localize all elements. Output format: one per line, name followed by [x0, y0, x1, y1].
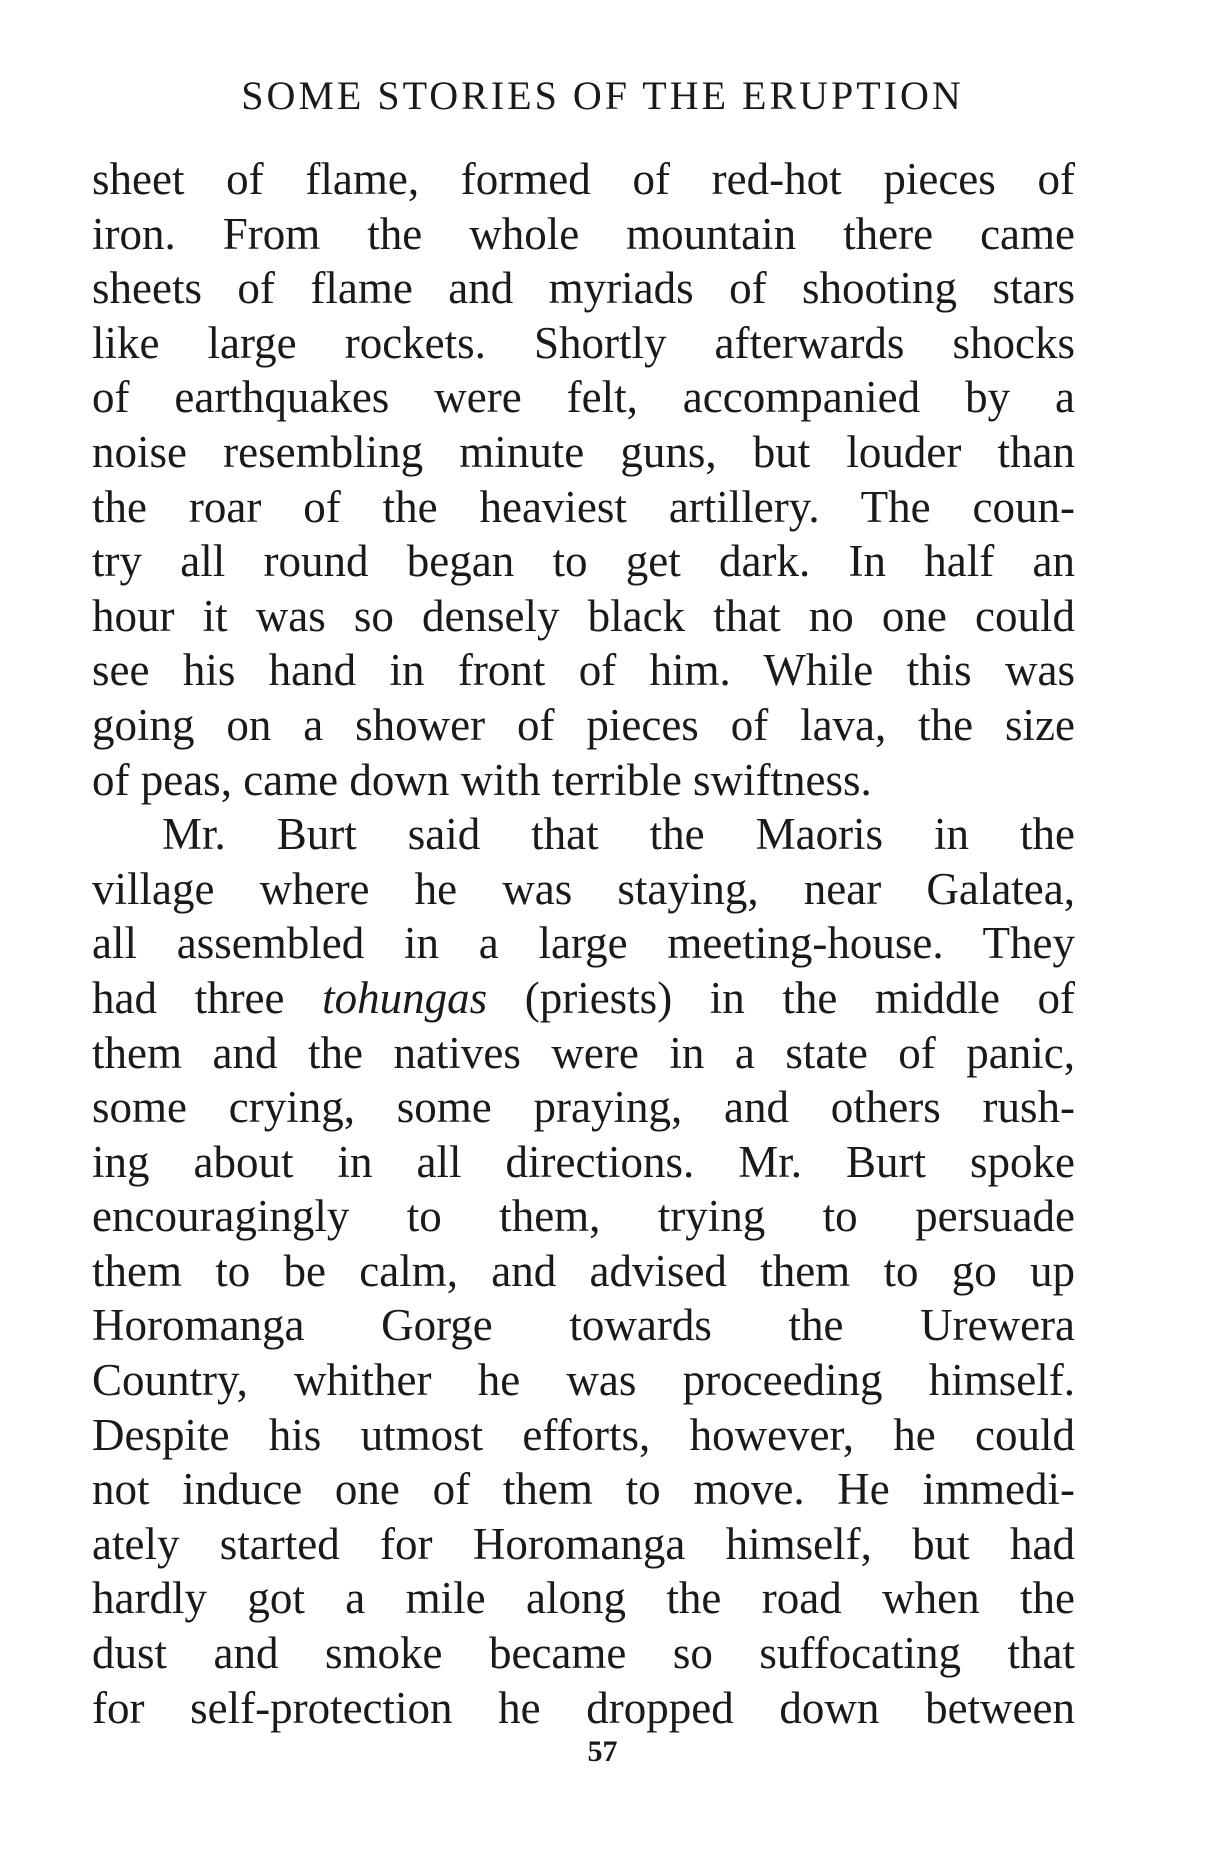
text-line: the roar of the heaviest artillery. The coun-: [92, 481, 1075, 532]
text-line: of earthquakes were felt, accompanied by a: [92, 372, 1075, 423]
text-line: Mr. Burt said that the Maoris in the: [162, 809, 1075, 860]
text-line: village where he was staying, near Galatea,: [92, 863, 1075, 914]
text-line: try all round began to get dark. In half an: [92, 536, 1075, 587]
text-line: ately started for Horomanga himself, but had: [92, 1518, 1075, 1569]
text-line: them and the natives were in a state of panic,: [92, 1027, 1075, 1078]
text-line: ing about in all directions. Mr. Burt spoke: [92, 1136, 1075, 1187]
text-line: going on a shower of pieces of lava, the size: [92, 699, 1075, 750]
text-segment: (priests) in the middle of: [487, 972, 1075, 1023]
paragraph-1: [92, 152, 1075, 807]
text-line: all assembled in a large meeting-house. They: [92, 918, 1075, 969]
paragraph-2: [92, 807, 1075, 1735]
text-line: like large rockets. Shortly afterwards shocks: [92, 317, 1075, 368]
text-line: Horomanga Gorge towards the Urewera: [92, 1300, 1075, 1351]
text-line: for self-protection he dropped down between: [92, 1682, 1075, 1733]
text-line: encouragingly to them, trying to persuade: [92, 1191, 1075, 1242]
text-line: dust and smoke became so suffocating that: [92, 1628, 1075, 1679]
text-line: sheet of flame, formed of red-hot pieces of: [92, 154, 1075, 204]
text-line: Despite his utmost efforts, however, he could: [92, 1409, 1075, 1460]
text-line: noise resembling minute guns, but louder than: [92, 426, 1075, 477]
text-line: of peas, came down with terrible swiftness.: [92, 754, 872, 805]
body-text: [92, 152, 1075, 1735]
text-line: sheets of flame and myriads of shooting stars: [92, 263, 1075, 314]
text-line: iron. From the whole mountain there came: [92, 208, 1075, 259]
text-line-with-italic: [92, 971, 1075, 1026]
text-line: not induce one of them to move. He immedi-: [92, 1464, 1075, 1515]
running-head: SOME STORIES OF THE ERUPTION: [241, 73, 964, 118]
page-number: 57: [587, 1735, 618, 1768]
text-line: Country, whither he was proceeding himself.: [92, 1355, 1075, 1406]
text-line: them to be calm, and advised them to go up: [92, 1245, 1075, 1296]
text-line: see his hand in front of him. While this was: [92, 645, 1075, 696]
text-line: hardly got a mile along the road when the: [92, 1573, 1075, 1624]
text-segment: had three: [92, 972, 323, 1023]
italic-term: tohungas: [322, 972, 488, 1023]
text-line: some crying, some praying, and others rush-: [92, 1082, 1075, 1133]
text-line: hour it was so densely black that no one could: [92, 590, 1075, 641]
